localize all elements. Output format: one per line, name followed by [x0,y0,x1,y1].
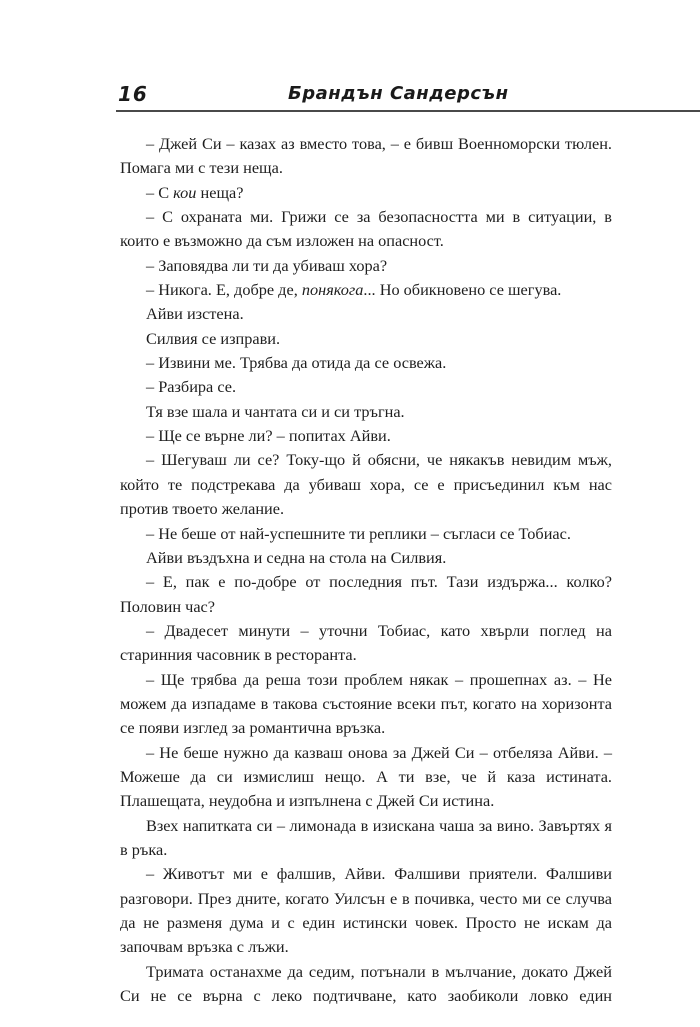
running-head-author: Брандън Сандерсън [288,83,509,104]
paragraph: – Никога. Е, добре де, понякога... Но обикновено се шегува. [146,280,562,300]
paragraph: – Ще се върне ли? – попитах Айви. [146,426,391,446]
paragraph: Тримата останахме да седим, потънали в мълчание, докато Джей Си не се върна с леко подтичване, като заобиколи ловко един [120,961,612,1006]
paragraph: Айви въздъхна и седна на стола на Силвия. [146,547,447,567]
paragraph: – Не беше от най-успешните ти реплики – съгласи се Тобиас. [146,523,571,543]
paragraph: – Разбира се. [146,377,237,397]
paragraph: – Заповядва ли ти да убиваш хора? [146,255,388,275]
paragraph: – Джей Си – казах аз вместо това, – е бивш Военноморски тюлен. Помага ми с тези неща. [120,134,612,178]
paragraph: – С кои неща? [146,182,244,202]
paragraph: – Шегуваш ли се? Току-що й обясни, че някакъв невидим мъж, който те подстрекава да убиваш хора, се е присъединил към нас против твоето желание. [120,450,612,519]
paragraph: – Е, пак е по-добре от последния път. Тази издържа... колко? Половин час? [120,572,612,616]
paragraph: Взех напитката си – лимонада в изискана чаша за вино. Завъртях я в ръка. [120,815,612,859]
page-number: 16 [118,82,148,106]
paragraph: Силвия се изправи. [146,328,281,348]
paragraph: Айви изстена. [146,304,244,324]
paragraph: Тя взе шала и чантата си и си тръгна. [146,401,405,421]
paragraph: – Животът ми е фалшив, Айви. Фалшиви приятели. Фалшиви разговори. През дните, когато Уилсън е в почивка, често ми се случва да не разменя дума и с един истински човек. Просто не искам да започвам връзка с лъжи. [120,864,612,957]
paragraph: – Двадесет минути – уточни Тобиас, като хвърли поглед на старинния часовник в ресторанта. [120,620,612,665]
page-header [116,80,700,112]
paragraph: – С охраната ми. Грижи се за безопасността ми в ситуации, в които е възможно да съм изложен на опасност. [120,207,612,251]
emphasis: кои [173,182,197,202]
emphasis: понякога [301,280,364,300]
paragraph: – Ще трябва да реша този проблем някак – прошепнах аз. – Не можем да изпадаме в такова състояние всеки път, когато на хоризонта се появи изглед за романтична връзка. [120,669,612,738]
paragraph: – Извини ме. Трябва да отида да се освежа. [146,353,447,373]
paragraph: – Не беше нужно да казваш онова за Джей Си – отбеляза Айви. – Можеше да си измислиш нещо. А ти взе, че й каза истината. Плашещата, неудобна и изпълнена с Джей Си истина. [120,742,612,811]
body-text [120,132,612,1008]
